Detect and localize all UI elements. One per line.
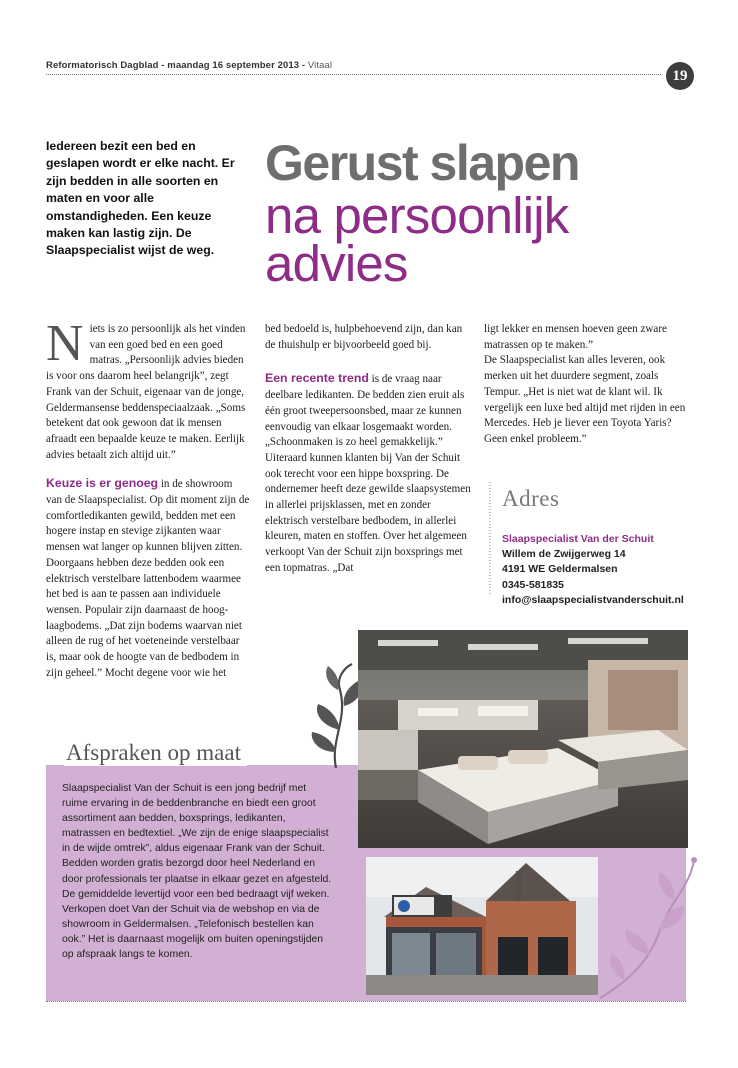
address-city: 4191 WE Geldermalsen <box>502 563 618 576</box>
article-column-1 <box>46 315 250 681</box>
subheading-keuze: Keuze is er genoeg <box>46 476 159 491</box>
adres-divider <box>480 478 500 598</box>
adres-title: Adres <box>502 486 560 511</box>
page-number: 19 <box>666 62 694 90</box>
article-paragraph: ligt lekker en mensen hoeven geen zware matrassen op te maken.” <box>484 323 667 351</box>
bottom-divider <box>46 1001 686 1002</box>
business-name: Slaapspecialist Van der Schuit <box>502 533 654 545</box>
headline-line-2: na persoonlijk <box>265 187 569 244</box>
storefront-photo <box>366 857 598 995</box>
article-paragraph: Een recente trend is de vraag naar deelbare ledikanten. De bedden zien eruit als één groot tweepersoonsbed, maar ze kunnen eenvoudig van elkaar losgemaakt worden. „Schoonmaken is zo heel gemakkelijk.” <box>265 371 465 449</box>
article-paragraph: Niets is zo persoonlijk als het vinden van een goed bed en een goed matras. „Persoonlijk advies bieden is voor ons daarom heel belangrijk”, zegt Frank van der Schuit, eigenaar van de jonge, Geldermansense beddenspeciaalzaak. „Soms betekent dat ook gewoon dat ik mensen afraadt een bepaalde keuze te maken. Eerlijk advies betaalt zich altijd uit.” <box>46 315 246 461</box>
address-street: Willem de Zwijgerweg 14 <box>502 548 626 561</box>
article-paragraph: Uiteraard kunnen klanten bij Van der Schuit ook terecht voor een hippe boxspring. De ondernemer heeft deze gewilde slaapsystemen in allerlei prijsklassen, met en zonder elektrisch verstelbare bedbodem, in allerlei kleuren, maten en stoffen. Over het algemeen verkoopt Van der Schuit zijn boxsprings met een topmatras. „Dat <box>265 451 471 574</box>
afspraken-title: Afspraken op maat <box>64 740 247 766</box>
subheading-trend: Een recente trend <box>265 371 369 386</box>
section-name: Vitaal <box>307 60 333 71</box>
header-divider <box>46 74 661 75</box>
email-address[interactable]: info@slaapspecialistvanderschuit.nl <box>502 593 684 606</box>
address-block <box>502 532 702 608</box>
article-column-3 <box>484 322 694 448</box>
headline-line-1: Gerust slapen <box>265 135 579 191</box>
afspraken-text: Slaapspecialist Van der Schuit is een jong bedrijf met ruime ervaring in de beddenbranche en biedt een groot assortiment aan bedden, boxsprings, ledikanten, matrassen en bedtextiel. „We zijn de enige slaapspecialist in de wijde omtrek”, aldus eigenaar Frank van der Schuit. Bedden worden gratis bezorgd door heel Nederland en door professionals ter plaatse in elkaar gezet en afgesteld. De gemiddelde levertijd voor een bed bedraagt vijf weken. Verkopen doet Van der Schuit via de webshop en via de showroom in Geldermalsen. „Telefonisch bestellen kan ook.” Het is daarnaast mogelijk om buiten openingstijden op afspraak langs te komen. <box>62 783 332 961</box>
page-header <box>46 60 332 71</box>
intro-text: Iedereen bezit een bed en geslapen wordt er elke nacht. Er zijn bedden in alle soorten en maten en voor alle omstandigheden. Een keuze maken kan lastig zijn. De Slaapspecialist wijst de weg. <box>46 139 235 258</box>
headline <box>265 135 705 292</box>
headline-line-3: advies <box>265 235 408 292</box>
article-paragraph: bed bedoeld is, hulpbehoevend zijn, dan kan de thuishulp er bijvoorbeeld goed bij. <box>265 323 463 351</box>
publication-line: Reformatorisch Dagblad - maandag 16 september 2013 - <box>46 60 306 71</box>
article-paragraph: De Slaapspecialist kan alles leveren, ook merken uit het duurdere segment, zoals Tempur. „Het is niet wat de klant wil. Ik vergelijk een luxe bed altijd met rijden in een Mercedes. Heb je liever een Toyota Yaris? Geen enkel probleem.” <box>484 354 686 445</box>
phone-number: 0345-581835 <box>502 578 564 591</box>
article-paragraph: Keuze is er genoeg in de showroom van de Slaapspecialist. Op dit moment zijn de comfortledikanten gewild, bedden met een hogere instap en stevige zijkanten waar mensen wat langer op kunnen blijven zitten. Doorgaans hebben deze bedden ook een elektrisch verstelbare lattenbodem waarmee het bed is aan te passen aan individuele wensen. Populair zijn daarnaast de hoog-laagbodems. „Dat zijn bodems waarvan niet alleen de rug of het voeteneinde verstelbaar is, maar ook de hoogte van de bedbodem in zijn geheel.” Mocht degene voor wie het <box>46 476 250 679</box>
article-column-2 <box>265 322 475 577</box>
vine-ornament-icon <box>296 660 366 770</box>
showroom-photo <box>358 630 688 848</box>
drop-cap: N <box>46 315 84 372</box>
floral-ornament-icon <box>590 850 700 1000</box>
